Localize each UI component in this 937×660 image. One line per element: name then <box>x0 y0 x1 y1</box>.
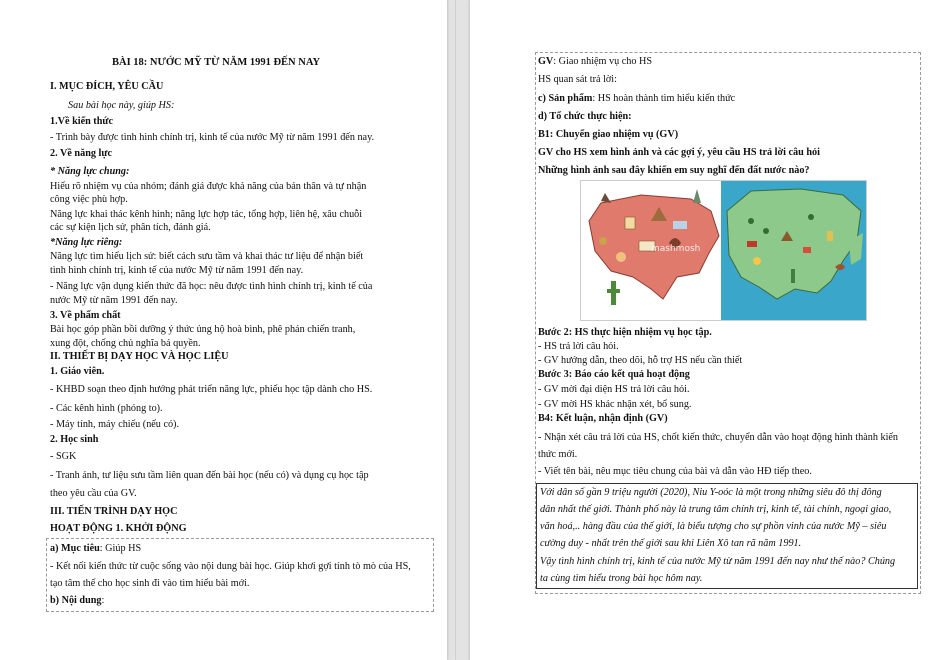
body-text: - KHBD soạn theo định hướng phát triển năng lực, phiếu học tập dành cho HS. <box>50 384 373 395</box>
body-text: Năng lực tìm hiểu lịch sử: biết cách sưu tầm và khai thác tư liệu để nhận biết <box>50 251 364 262</box>
quote-text: Với dân số gần 9 triệu người (2020), Niu Y-oóc là một trong những siêu đô thị đông <box>540 487 882 498</box>
content-text: : <box>101 595 105 606</box>
content-label: b) Nội dung <box>50 595 102 606</box>
subheading: B4: Kết luận, nhận định (GV) <box>538 413 668 424</box>
quote-text: cường duy - nhất trên thế giới sau khi Liên Xô tan rã năm 1991. <box>540 538 802 549</box>
gv-text: : Giao nhiệm vụ cho HS <box>553 56 653 67</box>
subheading: Bước 3: Báo cáo kết quả hoạt động <box>538 369 690 380</box>
document-page-left <box>0 0 447 660</box>
subheading: *Năng lực riêng: <box>50 237 123 248</box>
product-label: c) Sản phẩm <box>538 93 593 104</box>
goal-text: : Giúp HS <box>99 543 142 554</box>
subheading: Bước 2: HS thực hiện nhiệm vụ học tập. <box>538 327 712 338</box>
subheading: 1.Về kiến thức <box>50 116 113 127</box>
usa-map-illustration <box>580 180 867 321</box>
body-text: các sự kiện lịch sử, phân tích, đánh giá. <box>50 222 211 233</box>
body-text: - Viết tên bài, nêu mục tiêu chung của bài và dẫn vào HĐ tiếp theo. <box>538 466 812 477</box>
body-text: theo yêu cầu của GV. <box>50 488 137 499</box>
subheading: 2. Về năng lực <box>50 148 112 159</box>
body-text: HS quan sát trả lời: <box>538 74 617 85</box>
body-text: Hiểu rõ nhiệm vụ của nhóm; đánh giá được khả năng của bản thân và tự nhận <box>50 181 367 192</box>
map-watermark: mashmosh <box>651 244 701 254</box>
goal-line <box>50 542 141 555</box>
quote-text: ta cùng tìm hiểu trong bài học hôm nay. <box>540 573 703 584</box>
subheading: 3. Về phẩm chất <box>50 310 121 321</box>
subheading: d) Tổ chức thực hiện: <box>538 111 632 122</box>
subheading: 1. Giáo viên. <box>50 366 105 377</box>
body-text: - GV mời đại diện HS trả lời câu hỏi. <box>538 384 690 395</box>
activity-heading: HOẠT ĐỘNG 1. KHỞI ĐỘNG <box>50 523 187 534</box>
gv-line <box>538 55 652 68</box>
subheading: * Năng lực chung: <box>50 166 130 177</box>
subheading: B1: Chuyển giao nhiệm vụ (GV) <box>538 129 679 140</box>
body-text: Năng lực khai thác kênh hình; năng lực hợp tác, tổng hợp, liên hệ, xâu chuỗi <box>50 209 363 220</box>
body-text: nước Mỹ từ năm 1991 đến nay. <box>50 295 178 306</box>
quote-text: Vậy tình hình chính trị, kinh tế của nước Mỹ từ năm 1991 đến nay như thế nào? Chúng <box>540 556 896 567</box>
body-text: - Kết nối kiến thức từ cuộc sống vào nội dung bài học. Giúp khơi gợi tính tò mò của HS, <box>50 561 411 572</box>
body-text: - Tranh ảnh, tư liệu sưu tầm liên quan đến bài học (nếu có) và dụng cụ học tập <box>50 470 369 481</box>
quote-text: dân nhất thế giới. Thành phố này là trung tâm chính trị, kinh tế, tài chính, ngoại giao, <box>540 504 892 515</box>
content-line <box>50 594 104 607</box>
body-text: tình hình chính trị, kinh tế của nước Mỹ từ năm 1991 đến nay. <box>50 265 304 276</box>
page-gutter <box>447 0 470 660</box>
body-text: - Trình bày được tình hình chính trị, kinh tế của nước Mỹ từ năm 1991 đến nay. <box>50 132 375 143</box>
lesson-title: BÀI 18: NƯỚC MỸ TỪ NĂM 1991 ĐẾN NAY <box>112 57 321 68</box>
quote-text: văn hoá,.. hàng đầu của thế giới, là biểu tượng cho sự phồn vinh của nước Mỹ – siêu <box>540 521 887 532</box>
section-heading: I. MỤC ĐÍCH, YÊU CẦU <box>50 81 164 92</box>
body-text: xung đột, chống chủ nghĩa bá quyền. <box>50 338 201 349</box>
document-page-right <box>470 0 937 660</box>
body-text: - Nhận xét câu trả lời của HS, chốt kiến thức, chuyển dẫn vào hoạt động hình thành kiến <box>538 432 899 443</box>
product-line <box>538 92 735 105</box>
body-text: công việc phù hợp. <box>50 194 128 205</box>
section-heading: II. THIẾT BỊ DẠY HỌC VÀ HỌC LIỆU <box>50 351 229 362</box>
subheading: 2. Học sinh <box>50 434 99 445</box>
body-text: tạo tâm thế cho học sinh đi vào tìm hiểu bài mới. <box>50 578 250 589</box>
body-text: Bài học góp phần bồi dưỡng ý thức ủng hộ hoà bình, phê phán chiến tranh, <box>50 324 356 335</box>
section-heading: III. TIẾN TRÌNH DẠY HỌC <box>50 506 178 517</box>
body-text: - HS trả lời câu hỏi. <box>538 341 619 352</box>
body-text: GV cho HS xem hình ảnh và các gợi ý, yêu cầu HS trả lời câu hỏi <box>538 147 820 158</box>
body-text: - Các kênh hình (phóng to). <box>50 403 163 414</box>
gv-label: GV <box>538 56 554 67</box>
product-text: : HS hoàn thành tìm hiểu kiến thức <box>592 93 736 104</box>
goal-label: a) Mục tiêu <box>50 543 100 554</box>
body-text: thức mới. <box>538 449 578 460</box>
question-text: Những hình ảnh sau đây khiến em suy nghĩ đến đất nước nào? <box>538 165 810 176</box>
body-text: - GV hướng dẫn, theo dõi, hỗ trợ HS nếu cần thiết <box>538 355 743 366</box>
intro-text: Sau bài học này, giúp HS: <box>68 100 175 111</box>
body-text: - Năng lực vận dụng kiến thức đã học: nêu được tình hình chính trị, kinh tế của <box>50 281 373 292</box>
body-text: - Máy tính, máy chiếu (nếu có). <box>50 419 180 430</box>
body-text: - GV mời HS khác nhận xét, bổ sung. <box>538 399 692 410</box>
body-text: - SGK <box>50 451 77 462</box>
